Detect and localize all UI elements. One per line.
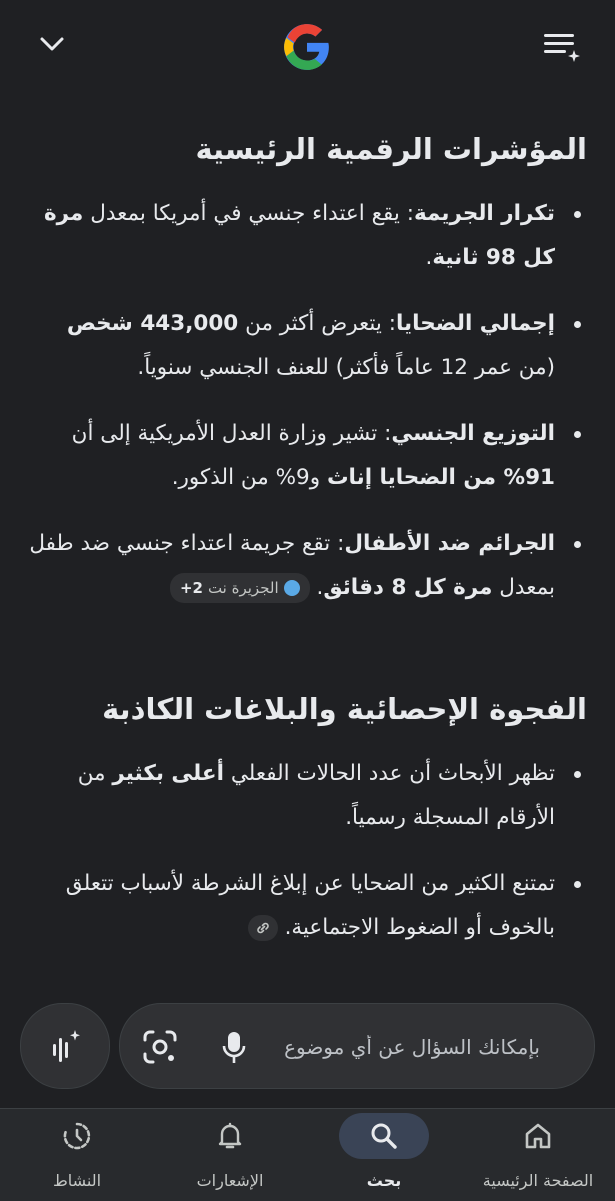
source-favicon-icon [284,580,300,596]
nav-activity[interactable] [2,1109,152,1201]
key-figures-list [27,192,587,632]
top-bar [0,0,615,95]
list-sparkle-icon[interactable] [540,26,584,66]
home-icon [523,1121,553,1151]
nav-label: الصفحة الرئيسية [482,1171,594,1190]
nav-label: بحث [366,1171,402,1190]
item-label: تكرار الجريمة [413,201,555,226]
live-voice-button[interactable] [20,1003,110,1089]
list-item: إجمالي الضحايا: يتعرض أكثر من 443,000 شخص (من عمر 12 عاماً فأكثر) للعنف الجنسي سنوياً. [27,302,587,390]
search-input[interactable] [273,1028,542,1066]
section-title: الفجوة الإحصائية والبلاغات الكاذبة [102,692,587,726]
item-label: إجمالي الضحايا [395,311,555,336]
gap-list [27,752,587,972]
list-item: تظهر الأبحاث أن عدد الحالات الفعلي أعلى بكثير من الأرقام المسجلة رسمياً. [27,752,587,840]
list-item: تكرار الجريمة: يقع اعتداء جنسي في أمريكا بمعدل مرة كل 98 ثانية. [27,192,587,280]
list-item: الجرائم ضد الأطفال: تقع جريمة اعتداء جنسي ضد طفل بمعدل مرة كل 8 دقائق. الجزيرة نت +2 [27,522,587,610]
item-label: الجرائم ضد الأطفال [344,531,555,556]
item-label: التوزيع الجنسي [391,421,555,446]
bottom-navigation [0,1108,615,1201]
source-chip[interactable]: الجزيرة نت +2 [170,573,310,603]
section-title: المؤشرات الرقمية الرئيسية [195,132,587,166]
nav-search[interactable] [309,1109,459,1201]
google-lens-icon[interactable] [142,1030,178,1064]
nav-home[interactable] [463,1109,613,1201]
ask-bar [0,1000,615,1095]
search-icon [369,1121,399,1151]
mic-icon[interactable] [220,1030,248,1066]
search-box[interactable] [119,1003,595,1089]
link-icon[interactable] [248,915,278,941]
nav-label: النشاط [52,1171,102,1190]
list-item: تمتنع الكثير من الضحايا عن إبلاغ الشرطة لأسباب تتعلق بالخوف أو الضغوط الاجتماعية. [27,862,587,950]
voice-sparkle-icon [47,1026,83,1066]
chevron-down-icon[interactable] [36,28,68,60]
nav-label: الإشعارات [196,1171,264,1190]
list-item: التوزيع الجنسي: تشير وزارة العدل الأمريكية إلى أن 91% من الضحايا إناث و9% من الذكور. [27,412,587,500]
nav-notifications[interactable] [155,1109,305,1201]
bell-icon [215,1121,245,1151]
history-icon [62,1121,92,1151]
google-logo [282,22,332,72]
